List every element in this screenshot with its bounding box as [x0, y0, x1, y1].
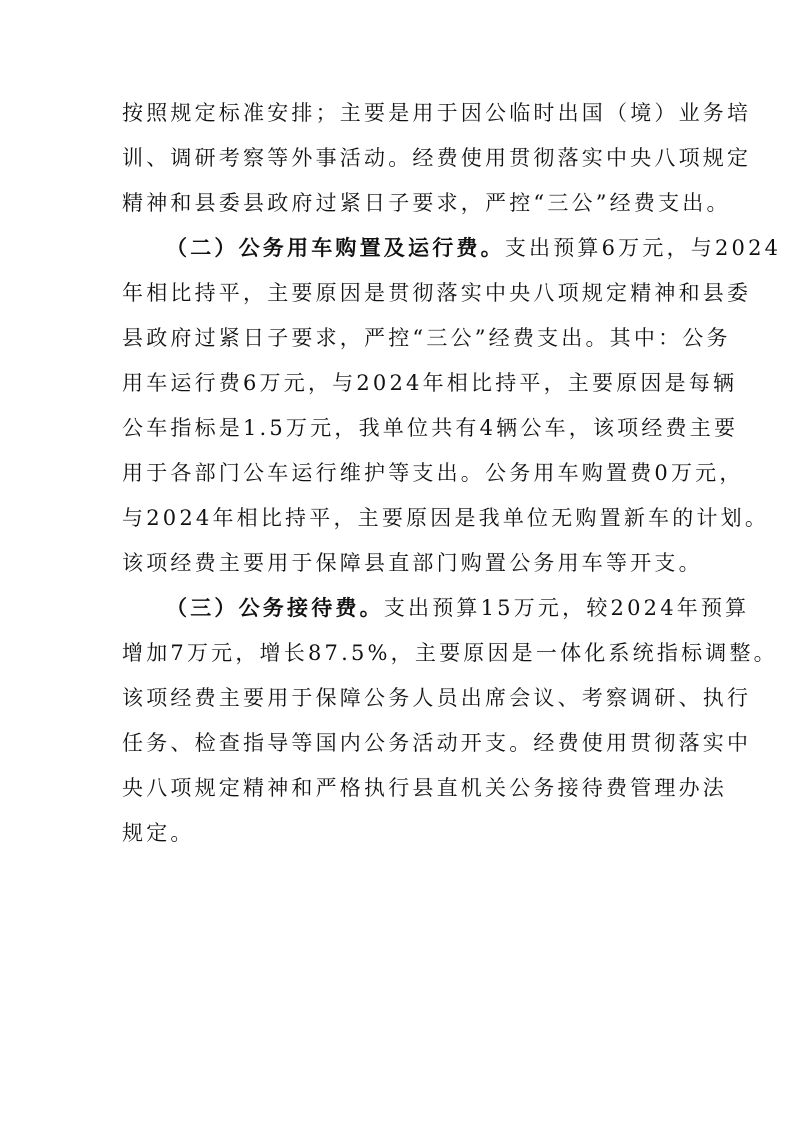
- paragraph-line: 该项经费主要用于保障县直部门购置公务用车等开支。: [122, 551, 703, 575]
- section-vehicle-first-line: [166, 233, 781, 263]
- paragraph-line: 年相比持平，主要原因是贯彻落实中央八项规定精神和县委: [122, 281, 752, 305]
- paragraph-line: 规定。: [122, 821, 195, 845]
- paragraph-line: 县政府过紧日子要求，严控“三公”经费支出。其中：公务: [122, 326, 731, 350]
- section-heading-reception: （三）公务接待费。: [166, 596, 384, 620]
- paragraph-line: 精神和县委县政府过紧日子要求，严控“三公”经费支出。: [122, 191, 731, 215]
- section-text-vehicle: 支出预算6万元，与2024: [504, 236, 782, 260]
- paragraph-line: 与2024年相比持平，主要原因是我单位无购置新车的计划。: [122, 506, 770, 530]
- paragraph-line: 央八项规定精神和严格执行县直机关公务接待费管理办法: [122, 776, 727, 800]
- paragraph-line: 用于各部门公车运行维护等支出。公务用车购置费0万元，: [122, 461, 744, 485]
- paragraph-line: 增加7万元，增长87.5%，主要原因是一体化系统指标调整。: [122, 641, 778, 665]
- section-reception-first-line: [166, 593, 749, 623]
- section-text-reception: 支出预算15万元，较2024年预算: [383, 596, 750, 620]
- paragraph-line: 训、调研考察等外事活动。经费使用贯彻落实中央八项规定: [122, 146, 752, 170]
- section-heading-vehicle: （二）公务用车购置及运行费。: [166, 236, 505, 260]
- paragraph-line: 该项经费主要用于保障公务人员出席会议、考察调研、执行: [122, 686, 752, 710]
- paragraph-line: 公车指标是1.5万元，我单位共有4辆公车，该项经费主要: [122, 416, 739, 440]
- paragraph-line: 任务、检查指导等国内公务活动开支。经费使用贯彻落实中: [122, 731, 752, 755]
- paragraph-line: 按照规定标准安排；主要是用于因公临时出国（境）业务培: [122, 101, 752, 125]
- paragraph-line: 用车运行费6万元，与2024年相比持平，主要原因是每辆: [122, 371, 738, 395]
